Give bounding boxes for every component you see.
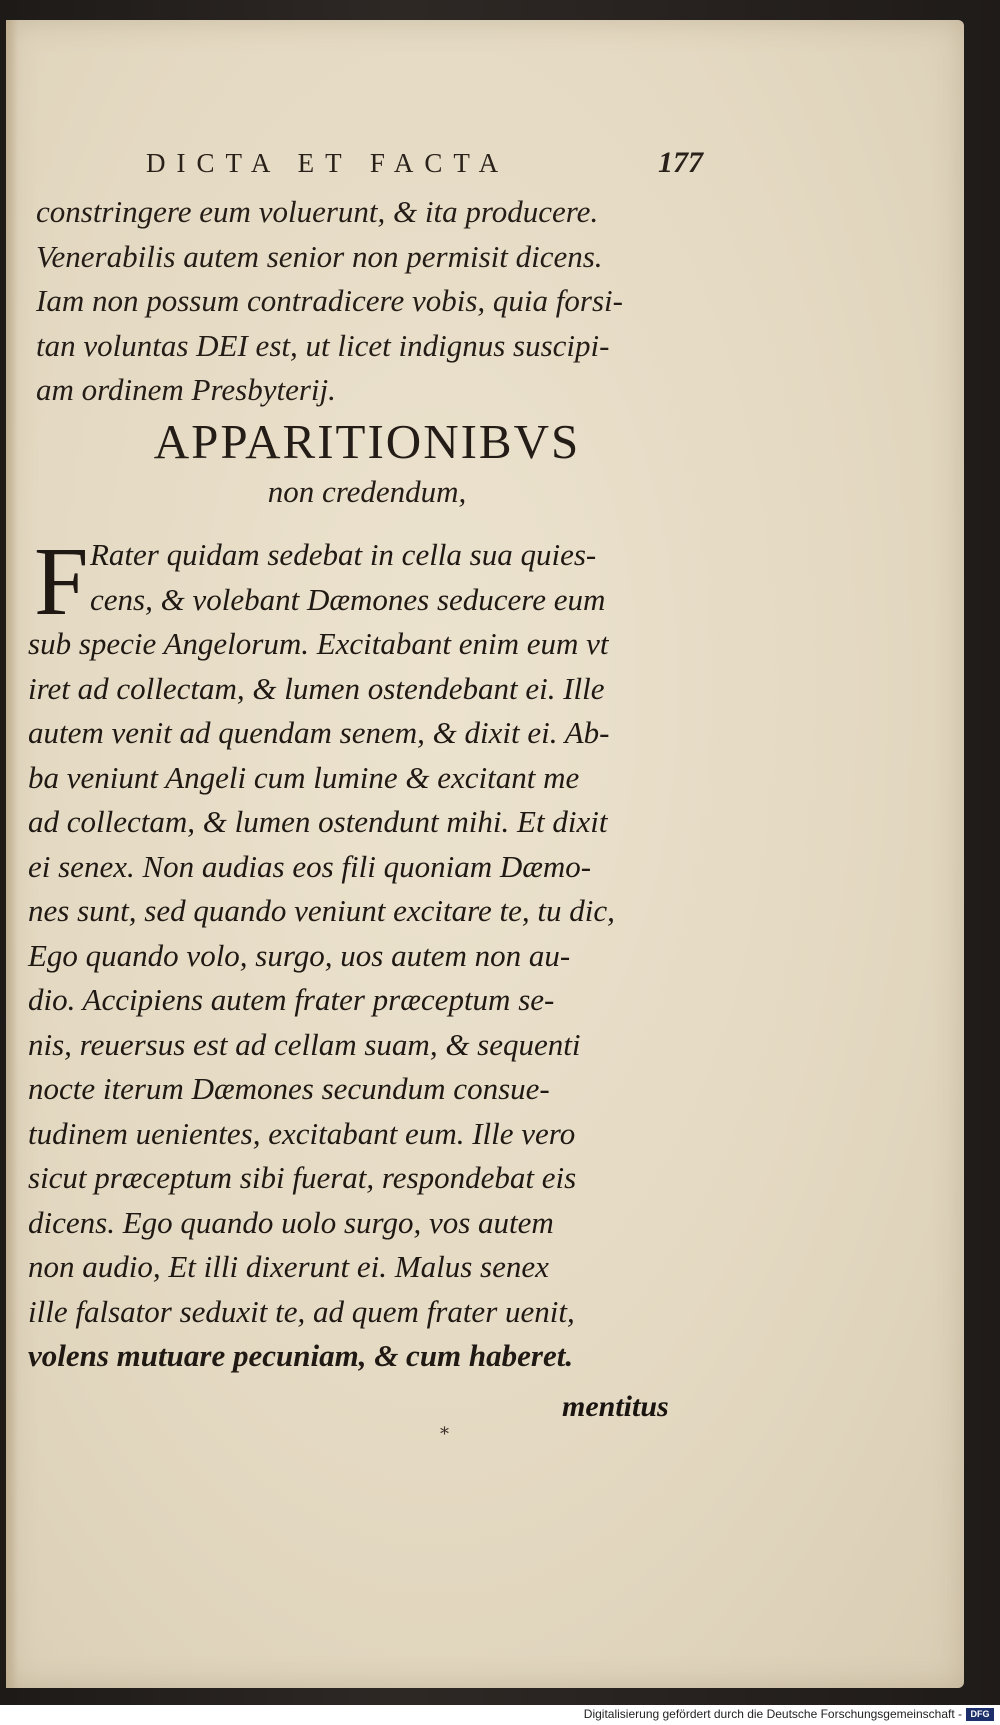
text-line: Venerabilis autem senior non permisit dicens. (36, 238, 603, 274)
body-line: Rater quidam sedebat in cella sua quies- (90, 537, 597, 572)
body-line: cens, & volebant Dæmones seducere eum (90, 581, 606, 617)
page-number: 177 (658, 146, 703, 179)
body-line: ad collectam, & lumen ostendunt mihi. Et dixit (28, 804, 608, 839)
body-line: nis, reuersus est ad cellam suam, & sequenti (28, 1026, 581, 1062)
text-line: constringere eum voluerunt, & ita producere. (36, 194, 599, 229)
body-line: nocte iterum Dæmones secundum consue- (28, 1071, 550, 1106)
section-heading-block (36, 414, 698, 514)
section-body (28, 528, 704, 1379)
body-line: non audio, Et illi dixerunt ei. Malus senex (28, 1249, 549, 1284)
body-line: iret ad collectam, & lumen ostendebant ei. Ille (28, 670, 605, 706)
body-line: sub specie Angelorum. Excitabant enim eum vt (28, 626, 609, 661)
body-line: volens mutuare pecuniam, & cum haberet. (28, 1338, 574, 1373)
drop-cap-initial: F (34, 528, 89, 636)
body-line: Ego quando volo, surgo, uos autem non au- (28, 937, 571, 973)
section-heading: APPARITIONIBVS (153, 414, 581, 469)
text-line: tan voluntas DEI est, ut licet indignus suscipi- (36, 327, 610, 363)
page-header (6, 148, 964, 188)
body-line: nes sunt, sed quando veniunt excitare te, tu dic, (28, 893, 615, 928)
body-line: autem venit ad quendam senem, & dixit ei. Ab- (28, 715, 610, 750)
book-page (6, 20, 964, 1688)
body-line: ille falsator seduxit te, ad quem frater uenit, (28, 1293, 575, 1329)
page-gutter-shadow (6, 20, 18, 1688)
signature-mark: ⁎ (440, 1418, 449, 1438)
body-line: ba veniunt Angeli cum lumine & excitant me (28, 759, 580, 795)
body-line: tudinem uenientes, excitabant eum. Ille vero (28, 1115, 576, 1151)
dfg-logo: DFG (966, 1708, 994, 1721)
text-line: am ordinem Presbyterij. (36, 372, 336, 407)
text-line: Iam non possum contradicere vobis, quia forsi- (36, 283, 623, 318)
preceding-text (36, 190, 698, 413)
running-title: DICTA ET FACTA (146, 148, 510, 178)
footer-credit: Digitalisierung gefördert durch die Deutsche Forschungsgemeinschaft - (583, 1707, 962, 1721)
body-line: ei senex. Non audias eos fili quoniam Dæmo- (28, 848, 592, 884)
section-subheading: non credendum, (267, 474, 467, 509)
catchword: mentitus (562, 1390, 669, 1423)
body-line: dicens. Ego quando uolo surgo, vos autem (28, 1204, 554, 1240)
body-line: sicut præceptum sibi fuerat, respondebat eis (28, 1160, 577, 1195)
digitization-footer (0, 1705, 1000, 1725)
body-line: dio. Accipiens autem frater præceptum se- (28, 982, 555, 1017)
